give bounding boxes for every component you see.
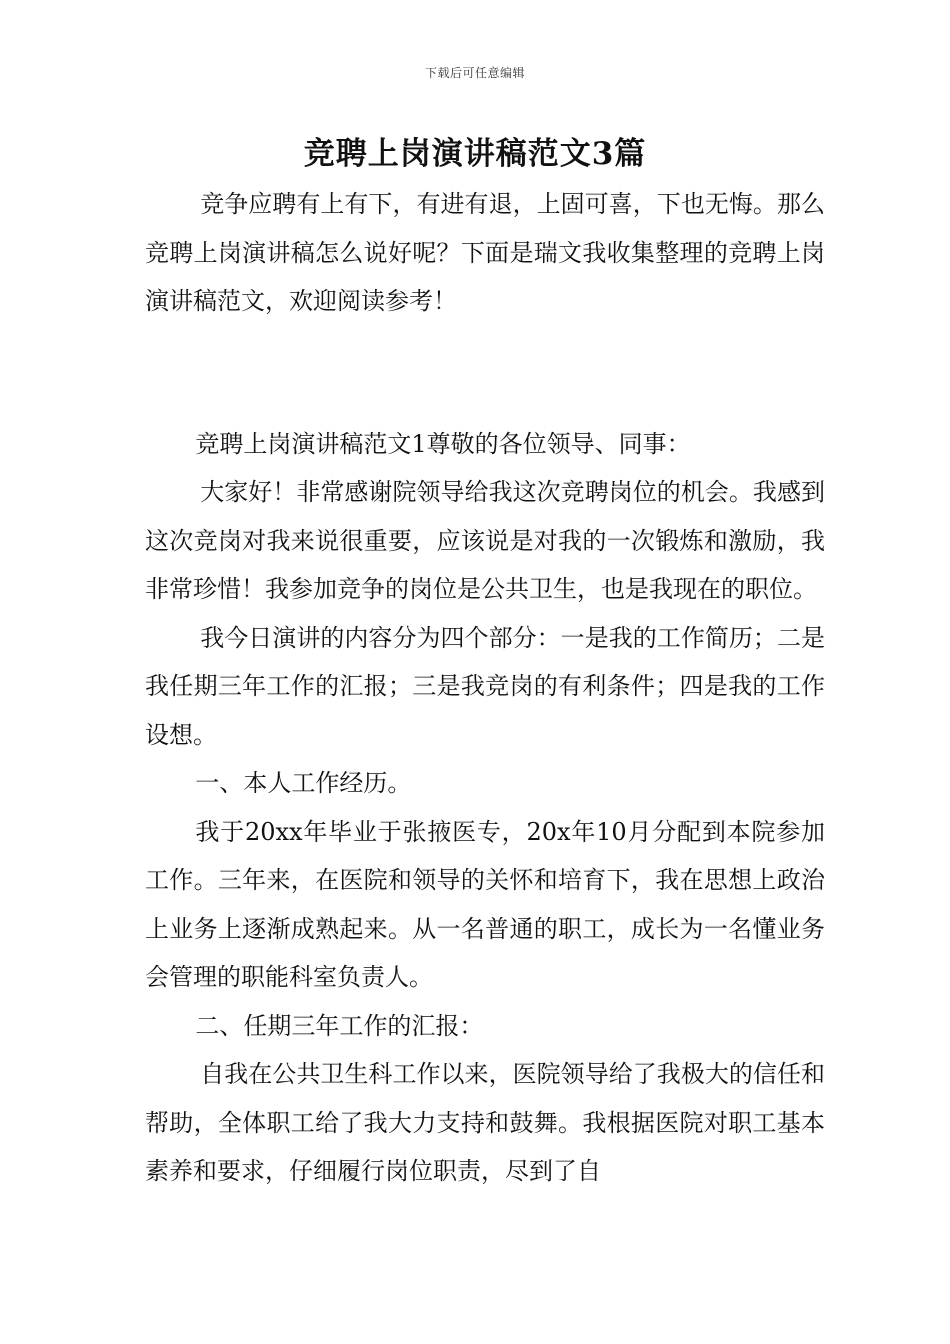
body-paragraph: 大家好！非常感谢院领导给我这次竞聘岗位的机会。我感到这次竞岗对我来说很重要，应该说是对我的一次锻炼和激励，我非常珍惜！我参加竞争的岗位是公共卫生，也是我现在的职位。	[145, 478, 825, 603]
paragraph-spacer	[145, 326, 825, 420]
header-note: 下载后可任意编辑	[424, 66, 525, 80]
document-body	[145, 180, 825, 1196]
page-title: 竞聘上岗演讲稿范文3篇	[303, 136, 647, 172]
body-paragraph: 二、任期三年工作的汇报：	[195, 1011, 484, 1040]
body-paragraph: 自我在公共卫生科工作以来，医院领导给了我极大的信任和帮助，全体职工给了我大力支持和鼓舞。我根据医院对职工基本素养和要求，仔细履行岗位职责，尽到了自	[145, 1060, 825, 1185]
body-paragraph: 我今日演讲的内容分为四个部分：一是我的工作简历；二是我任期三年工作的汇报；三是我竞岗的有利条件；四是我的工作设想。	[145, 623, 825, 749]
body-paragraph: 一、本人工作经历。	[195, 769, 412, 797]
section-heading: 竞聘上岗演讲稿范文1尊敬的各位领导、同事：	[195, 429, 691, 458]
intro-paragraph: 竞争应聘有上有下，有进有退，上固可喜，下也无悔。那么竞聘上岗演讲稿怎么说好呢？下面是瑞文我收集整理的竞聘上岗演讲稿范文，欢迎阅读参考！	[145, 190, 825, 315]
body-paragraph: 我于20xx年毕业于张掖医专，20x年10月分配到本院参加工作。三年来，在医院和领导的关怀和培育下，我在思想上政治上业务上逐渐成熟起来。从一名普通的职工，成长为一名懂业务会管理的职能科室负责人。	[145, 817, 825, 991]
